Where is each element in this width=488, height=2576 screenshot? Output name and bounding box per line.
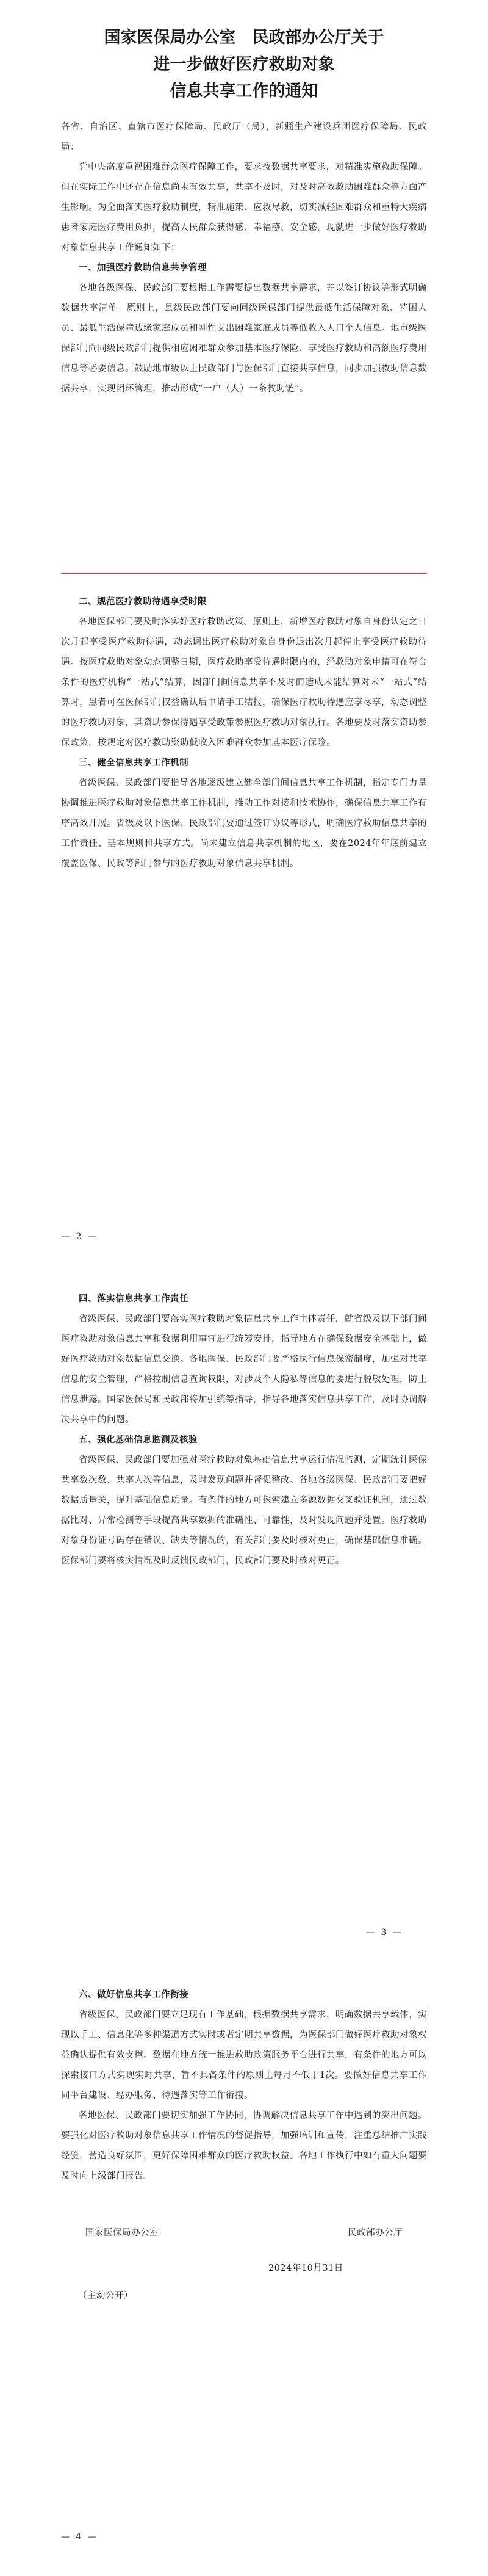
signature-org-1: 国家医保局办公室 bbox=[85, 2228, 159, 2238]
page-number-4: — 4 — bbox=[61, 2532, 98, 2542]
page-1 bbox=[0, 0, 488, 580]
section-1-heading: 一、加强医疗救助信息共享管理 bbox=[79, 263, 207, 273]
signature-org-2: 民政部办公厅 bbox=[348, 2228, 403, 2238]
page-2 bbox=[0, 580, 488, 1276]
page-4 bbox=[0, 1972, 488, 2576]
signature-block bbox=[85, 2223, 403, 2273]
recipient: 各省、自治区、直辖市医疗保障局、民政厅（局），新疆生产建设兵团医疗保障局、民政局： bbox=[61, 122, 427, 152]
document-title bbox=[0, 24, 488, 105]
section-5-heading: 五、强化基础信息监测及核验 bbox=[79, 1435, 198, 1445]
section-5-paragraph: 省级医保、民政部门要加强对医疗救助对象基础信息共享运行情况监测，定期统计医保共享数次数、共享人次等信息，及时发现问题并督促整改。各地各级医保、民政部门要把好数据质量关，提升基础信息质量。有条件的地方可探索建立多源数据交叉验证机制，通过数据比对、异常检测等手段提高共享数据的准确性、可靠性，及时发现问题并处置。医疗救助对象身份证号码存在错误、缺失等情况的，有关部门要及时核对更正，确保基础信息准确。医保部门要将核实情况及时反馈民政部门，民政部门要及时核对更正。 bbox=[61, 1455, 427, 1566]
page-4-content bbox=[61, 1985, 427, 2301]
section-4-heading: 四、落实信息共享工作责任 bbox=[79, 1294, 188, 1304]
section-2-heading: 二、规范医疗救助待遇享受时限 bbox=[79, 597, 207, 607]
signature-orgs bbox=[85, 2223, 403, 2243]
page-2-content bbox=[61, 592, 427, 874]
page-3 bbox=[0, 1276, 488, 1972]
page-number-2: — 2 — bbox=[61, 1232, 98, 1242]
section-3-paragraph: 省级医保、民政部门要指导各地逐级建立健全部门间信息共享工作机制，指定专门力量协调推进医疗救助对象信息共享工作机制，推动工作对接和技术协作，确保信息共享工作有序高效开展。省级及以下医保、民政部门要通过签订协议等形式，明确医疗救助信息共享的工作责任、基本规则和共享方式。尚未建立信息共享机制的地区，要在2024年年底前建立覆盖医保、民政等部门参与的医疗救助对象信息共享机制。 bbox=[61, 778, 427, 869]
section-6-paragraph: 省级医保、民政部门要立足现有工作基础，根据数据共享需求，明确数据共享载体，实现以手工、信息化等多种渠道方式实时或者定期共享数据，为医保部门做好医疗救助对象权益确认提供有效支撑。数据在地方统一推进救助政策服务平台进行共享，有条件的地方可以探索接口方式实现实时共享，暂不具备条件的原则上每月不低于1次。要做好信息共享工作同平台建设、经办服务、待遇落实等工作衔接。 bbox=[61, 2010, 427, 2100]
section-3-heading: 三、健全信息共享工作机制 bbox=[79, 758, 188, 768]
title-line-3: 信息共享工作的通知 bbox=[170, 82, 318, 101]
signature-date: 2024年10月31日 bbox=[268, 2263, 343, 2273]
section-2-paragraph: 各地医保部门要及时落实好医疗救助政策。原则上，新增医疗救助对象自身份认定之日次月起享受医疗救助待遇，动态调出医疗救助对象自身份退出次月起停止享受医疗救助待遇。按医疗救助对象动态调整日期，医疗救助享受待遇时限内的，经救助对象申请可在符合条件的医疗机构“一站式”结算，因部门间信息共享不及时而造成未能结算对未“一站式”结算时，患者可在医保部门权益确认后申请手工结报，确保医疗救助待遇应享尽享，动态调整的医疗救助对象，其资助参保待遇享受政策参照医疗救助对象执行。各地要及时落实资助参保政策，按规定对医疗救助资助低收入困难群众参加基本医疗保险。 bbox=[61, 617, 427, 748]
section-4-paragraph: 省级医保、民政部门要落实医疗救助对象信息共享工作主体责任，就省级及以下部门间医疗救助对象信息共享和数据利用事宜进行统筹安排，指导地方在确保数据安全基础上，做好医疗救助对象数据信息交换。各地医保、民政部门要严格执行信息保密制度，加强对共享信息的安全管理，严格控制信息查询权限，对涉及个人隐私等信息的要进行脱敏处理，防止信息泄露。国家医保局和民政部将加强统筹指导，指导各地落实信息共享工作，及时协调解决共享中的问题。 bbox=[61, 1314, 427, 1425]
page-1-content bbox=[61, 117, 427, 399]
red-divider-line bbox=[61, 573, 427, 574]
page-3-content bbox=[61, 1289, 427, 1571]
closing-paragraph: 各地医保、民政部门要切实加强工作协同，协调解决信息共享工作中遇到的突出问题。要强化对医疗救助对象信息共享工作情况的督促指导，加强培训和宣传，注重总结推广实践经验，营造良好氛围，更好保障困难群众的医疗救助权益。各地工作执行中如有重大问题要及时向上级部门报告。 bbox=[61, 2111, 427, 2181]
title-line-1: 国家医保局办公室 民政部办公厅关于 bbox=[104, 28, 384, 47]
intro-paragraph: 党中央高度重视困难群众医疗保障工作，要求按数据共享要求，对精准实施救助保障。但在实际工作中还存在信息尚未有效共享，共享不及时，对及时高效救助困难群众等方面产生影响。为全面落实医疗救助制度，精准施策、应救尽救，切实减轻困难群众和重特大疾病患者家庭医疗费用负担，提高人民群众获得感、幸福感、安全感，现就进一步做好医疗救助对象信息共享工作通知如下： bbox=[61, 162, 427, 253]
public-note: （主动公开） bbox=[78, 2291, 133, 2301]
page-number-3: — 3 — bbox=[366, 1928, 403, 1937]
title-line-2: 进一步做好医疗救助对象 bbox=[153, 55, 335, 74]
section-6-heading: 六、做好信息共享工作衔接 bbox=[79, 1990, 188, 2000]
section-1-paragraph: 各地各级医保、民政部门要根据工作需要提出数据共享需求，并以签订协议等形式明确数据共享清单。原则上，县级民政部门要向同级医保部门提供最低生活保障对象、特困人员、最低生活保障边缘家庭成员和刚性支出困难家庭成员等低收入人口个人信息。地市级医保部门向同级民政部门提供相应困难群众参加基本医疗保险、享受医疗救助和高额医疗费用信息等必要信息。鼓励地市级以上民政部门与医保部门直接共享信息，同步加强救助信息数据共享，实现闭环管理，推动形成“一户（人）一条救助链”。 bbox=[61, 283, 427, 394]
